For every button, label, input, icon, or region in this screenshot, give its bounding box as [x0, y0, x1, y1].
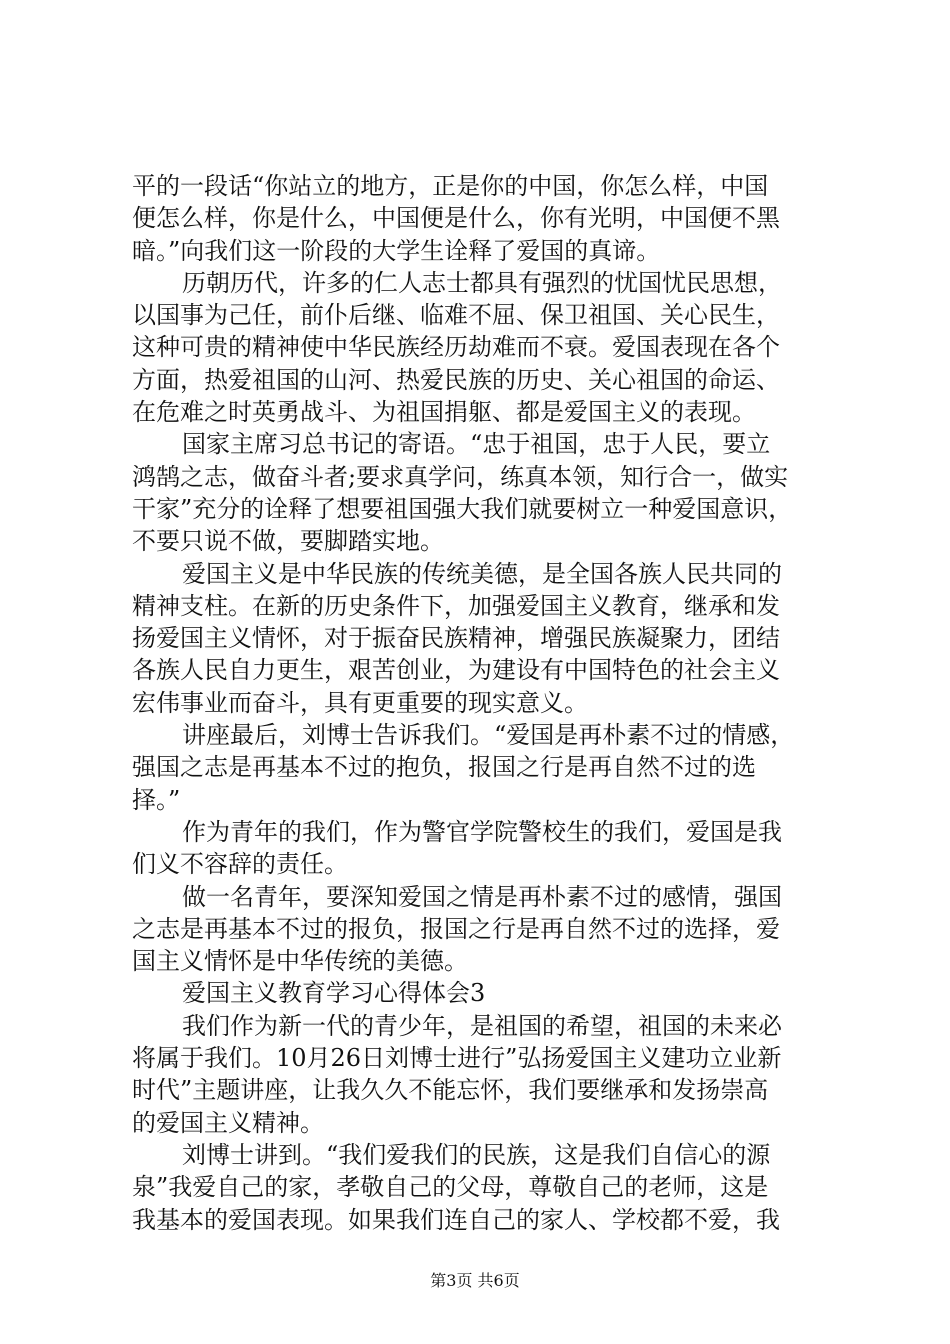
text-line: 暗。”向我们这一阶段的大学生诠释了爱国的真谛。 — [132, 236, 661, 265]
text-line: 强国之志是再基本不过的抱负，报国之行是再自然不过的选 — [132, 753, 756, 782]
text-line: 们义不容辞的责任。 — [132, 850, 348, 879]
text-line: 刘博士讲到。“我们爱我们的民族，这是我们自信心的源 — [182, 1140, 771, 1169]
section-heading: 爱国主义教育学习心得体会3 — [182, 979, 486, 1008]
text-line: 宏伟事业而奋斗，具有更重要的现实意义。 — [132, 688, 588, 717]
text-line: 国主义情怀是中华传统的美德。 — [132, 947, 468, 976]
text-line: 方面，热爱祖国的山河、热爱民族的历史、关心祖国的命运、 — [132, 365, 780, 394]
text-line: 干家”充分的诠释了想要祖国强大我们就要树立一种爱国意识， — [132, 494, 793, 523]
text-line: 做一名青年，要深知爱国之情是再朴素不过的感情，强国 — [182, 882, 782, 911]
text-line: 时代”主题讲座，让我久久不能忘怀，我们要继承和发扬崇高 — [132, 1076, 769, 1105]
text-line: 我基本的爱国表现。如果我们连自己的家人、学校都不爱，我 — [132, 1205, 780, 1234]
page-number-footer: 第3页 共6页 — [430, 1271, 520, 1290]
text-line: 爱国主义是中华民族的传统美德，是全国各族人民共同的 — [182, 559, 782, 588]
text-line: 我们作为新一代的青少年，是祖国的希望，祖国的未来必 — [182, 1011, 782, 1040]
text-line: 国家主席习总书记的寄语。“忠于祖国，忠于人民，要立 — [182, 430, 771, 459]
text-line: 将属于我们。10月26日刘博士进行”弘扬爱国主义建功立业新 — [132, 1044, 782, 1073]
text-line: 之志是再基本不过的报负，报国之行是再自然不过的选择，爱 — [132, 914, 780, 943]
text-line: 择。” — [132, 785, 181, 814]
text-line: 在危难之时英勇战斗、为祖国捐躯、都是爱国主义的表现。 — [132, 398, 756, 427]
text-line: 平的一段话“你站立的地方，正是你的中国，你怎么样，中国 — [132, 172, 769, 200]
text-line: 历朝历代，许多的仁人志士都具有强烈的忧国忧民思想， — [182, 268, 782, 297]
text-line: 讲座最后，刘博士告诉我们。“爱国是再朴素不过的情感， — [182, 721, 795, 750]
text-line: 便怎么样，你是什么，中国便是什么，你有光明，中国便不黑 — [132, 204, 780, 233]
text-line: 扬爱国主义情怀，对于振奋民族精神，增强民族凝聚力，团结 — [132, 624, 780, 653]
text-line: 精神支柱。在新的历史条件下，加强爱国主义教育，继承和发 — [132, 591, 780, 620]
body-text — [132, 170, 842, 1236]
text-line: 不要只说不做，要脚踏实地。 — [132, 527, 444, 556]
text-line: 的爱国主义精神。 — [132, 1108, 324, 1137]
text-line: 作为青年的我们，作为警官学院警校生的我们，爱国是我 — [182, 817, 782, 846]
text-line: 鸿鹄之志，做奋斗者;要求真学问，练真本领，知行合一，做实 — [132, 462, 789, 491]
text-line: 以国事为己任，前仆后继、临难不屈、保卫祖国、关心民生， — [132, 301, 780, 330]
text-line: 泉”我爱自己的家，孝敬自己的父母，尊敬自己的老师，这是 — [132, 1173, 769, 1202]
text-line: 这种可贵的精神使中华民族经历劫难而不衰。爱国表现在各个 — [132, 333, 780, 362]
text-line: 各族人民自力更生，艰苦创业，为建设有中国特色的社会主义 — [132, 656, 780, 685]
